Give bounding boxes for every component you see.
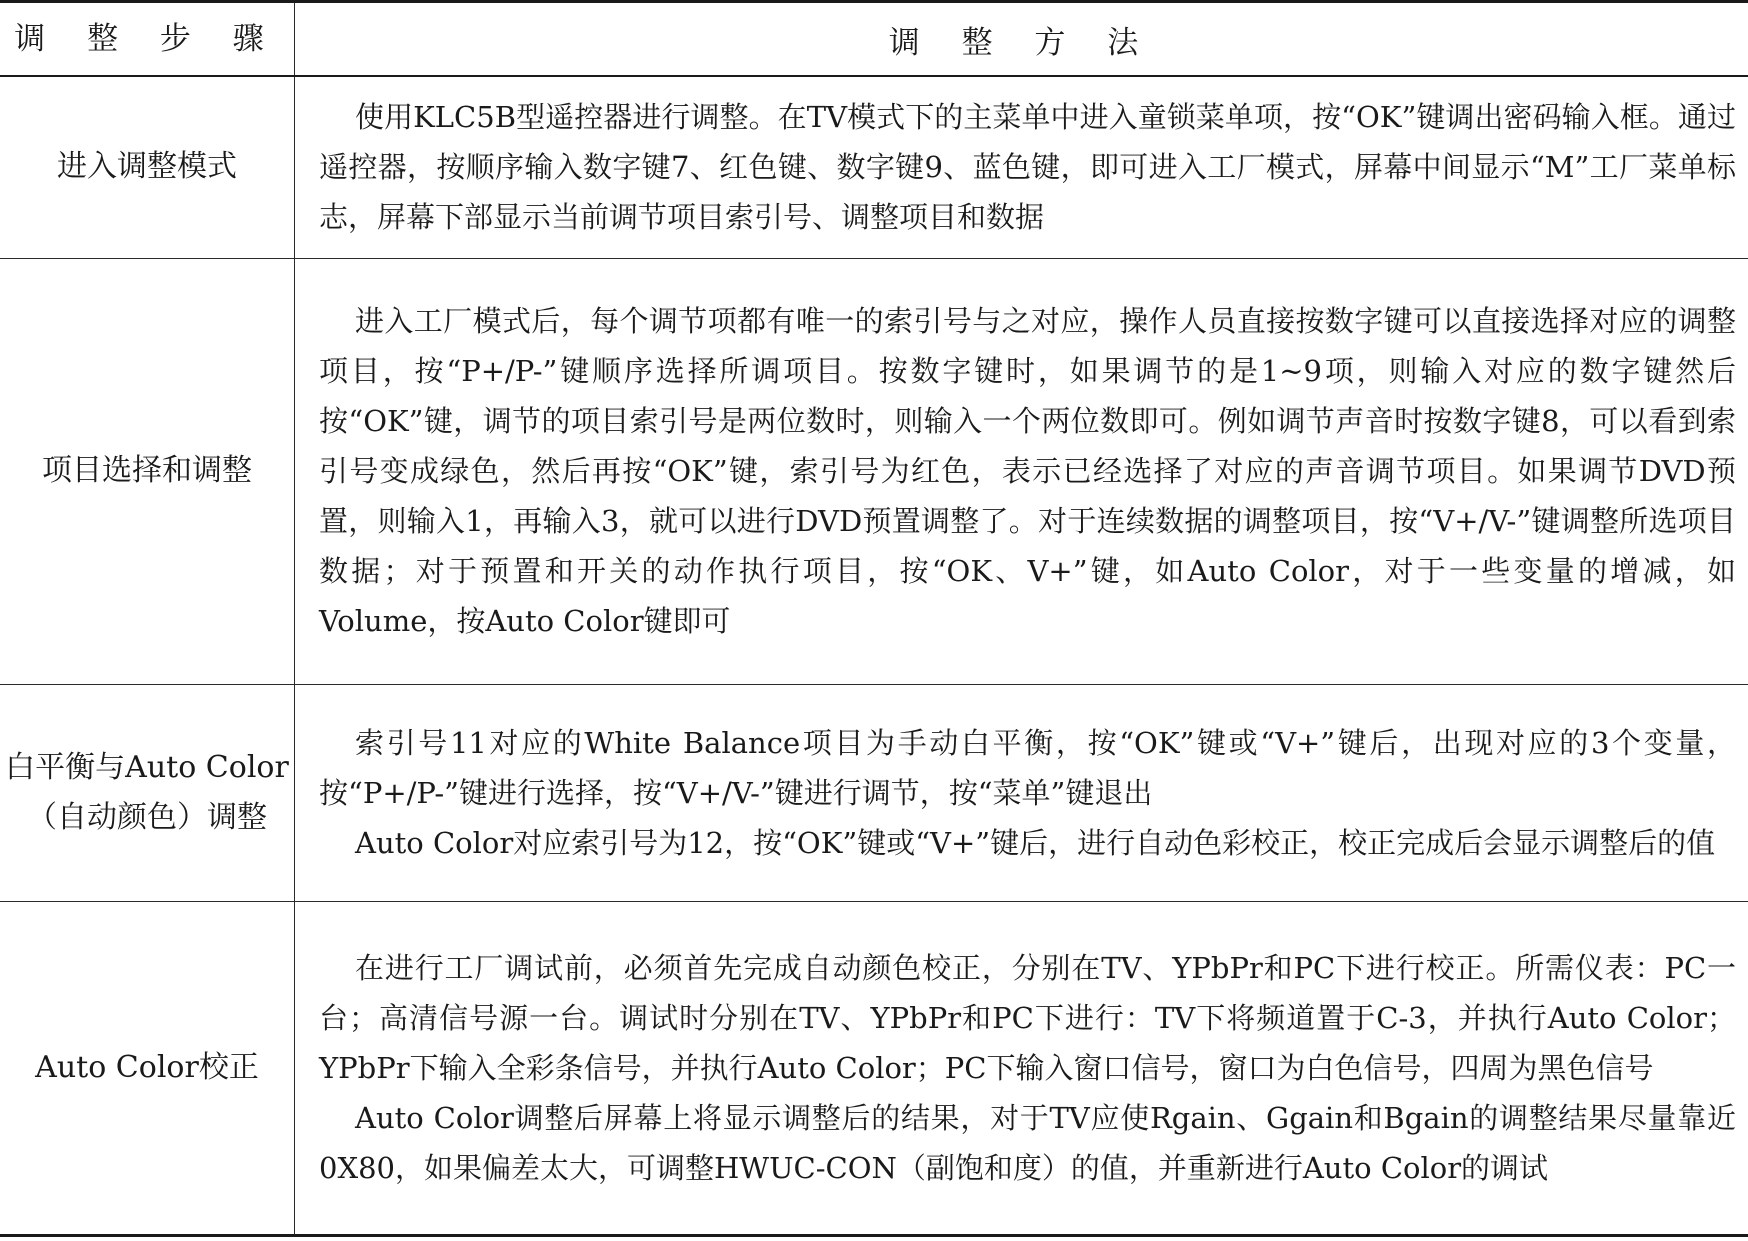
step-line: 进入调整模式	[57, 149, 237, 185]
step-label	[5, 743, 289, 843]
step-cell	[0, 258, 295, 684]
header-step: 调 整 步 骤	[0, 2, 295, 77]
table-row	[0, 902, 1748, 1236]
method-paragraph: Auto Color调整后屏幕上将显示调整后的结果，对于TV应使Rgain、Ggain和Bgain的调整结果尽量靠近0X80，如果偏差太大，可调整HWUC-CON（副饱和度）的值，并重新进行Auto Color的调试	[319, 1101, 1736, 1186]
step-line: 白平衡与Auto Color	[5, 750, 289, 786]
table-row	[0, 684, 1748, 902]
step-line: （自动颜色）调整	[27, 800, 267, 836]
method-text	[295, 296, 1748, 646]
step-label	[57, 142, 237, 192]
header-method: 调 整 方 法	[295, 2, 1748, 77]
step-label	[35, 1043, 259, 1093]
method-paragraph: 在进行工厂调试前，必须首先完成自动颜色校正，分别在TV、YPbPr和PC下进行校正。所需仪表：PC一台；高清信号源一台。调试时分别在TV、YPbPr和PC下进行：TV下将频道置于C-3，并执行Auto Color；YPbPr下输入全彩条信号，并执行Auto Color；PC下输入窗口信号，窗口为白色信号，四周为黑色信号	[319, 951, 1736, 1086]
method-cell	[295, 76, 1748, 258]
step-cell	[0, 684, 295, 902]
method-paragraph: 进入工厂模式后，每个调节项都有唯一的索引号与之对应，操作人员直接按数字键可以直接选择对应的调整项目，按“P+/P-”键顺序选择所调项目。按数字键时，如果调节的是1~9项，则输入对应的数字键然后按“OK”键，调节的项目索引号是两位数时，则输入一个两位数即可。例如调节声音时按数字键8，可以看到索引号变成绿色，然后再按“OK”键，索引号为红色，表示已经选择了对应的声音调节项目。如果调节DVD预置，则输入1，再输入3，就可以进行DVD预置调整了。对于连续数据的调整项目，按“V+/V-”键调整所选项目数据；对于预置和开关的动作执行项目，按“OK、V+”键，如Auto Color，对于一些变量的增减，如Volume，按Auto Color键即可	[319, 304, 1736, 639]
step-cell	[0, 902, 295, 1236]
table-row	[0, 258, 1748, 684]
table-header-row	[0, 2, 1748, 77]
method-paragraph: Auto Color对应索引号为12，按“OK”键或“V+”键后，进行自动色彩校正，校正完成后会显示调整后的值	[355, 826, 1716, 861]
method-paragraph: 使用KLC5B型遥控器进行调整。在TV模式下的主菜单中进入童锁菜单项，按“OK”键调出密码输入框。通过遥控器，按顺序输入数字键7、红色键、数字键9、蓝色键，即可进入工厂模式，屏幕中间显示“M”工厂菜单标志，屏幕下部显示当前调节项目索引号、调整项目和数据	[319, 100, 1736, 235]
method-cell	[295, 902, 1748, 1236]
method-paragraph: 索引号11对应的White Balance项目为手动白平衡，按“OK”键或“V+”键后，出现对应的3个变量，按“P+/P-”键进行选择，按“V+/V-”键进行调节，按“菜单”键退出	[319, 726, 1736, 811]
step-label	[42, 446, 252, 496]
step-cell	[0, 76, 295, 258]
table-row	[0, 76, 1748, 258]
method-text	[295, 92, 1748, 242]
step-line: 项目选择和调整	[42, 453, 252, 489]
method-text	[295, 718, 1748, 868]
step-line: Auto Color校正	[35, 1050, 259, 1086]
method-cell	[295, 684, 1748, 902]
method-text	[295, 943, 1748, 1193]
method-cell	[295, 258, 1748, 684]
